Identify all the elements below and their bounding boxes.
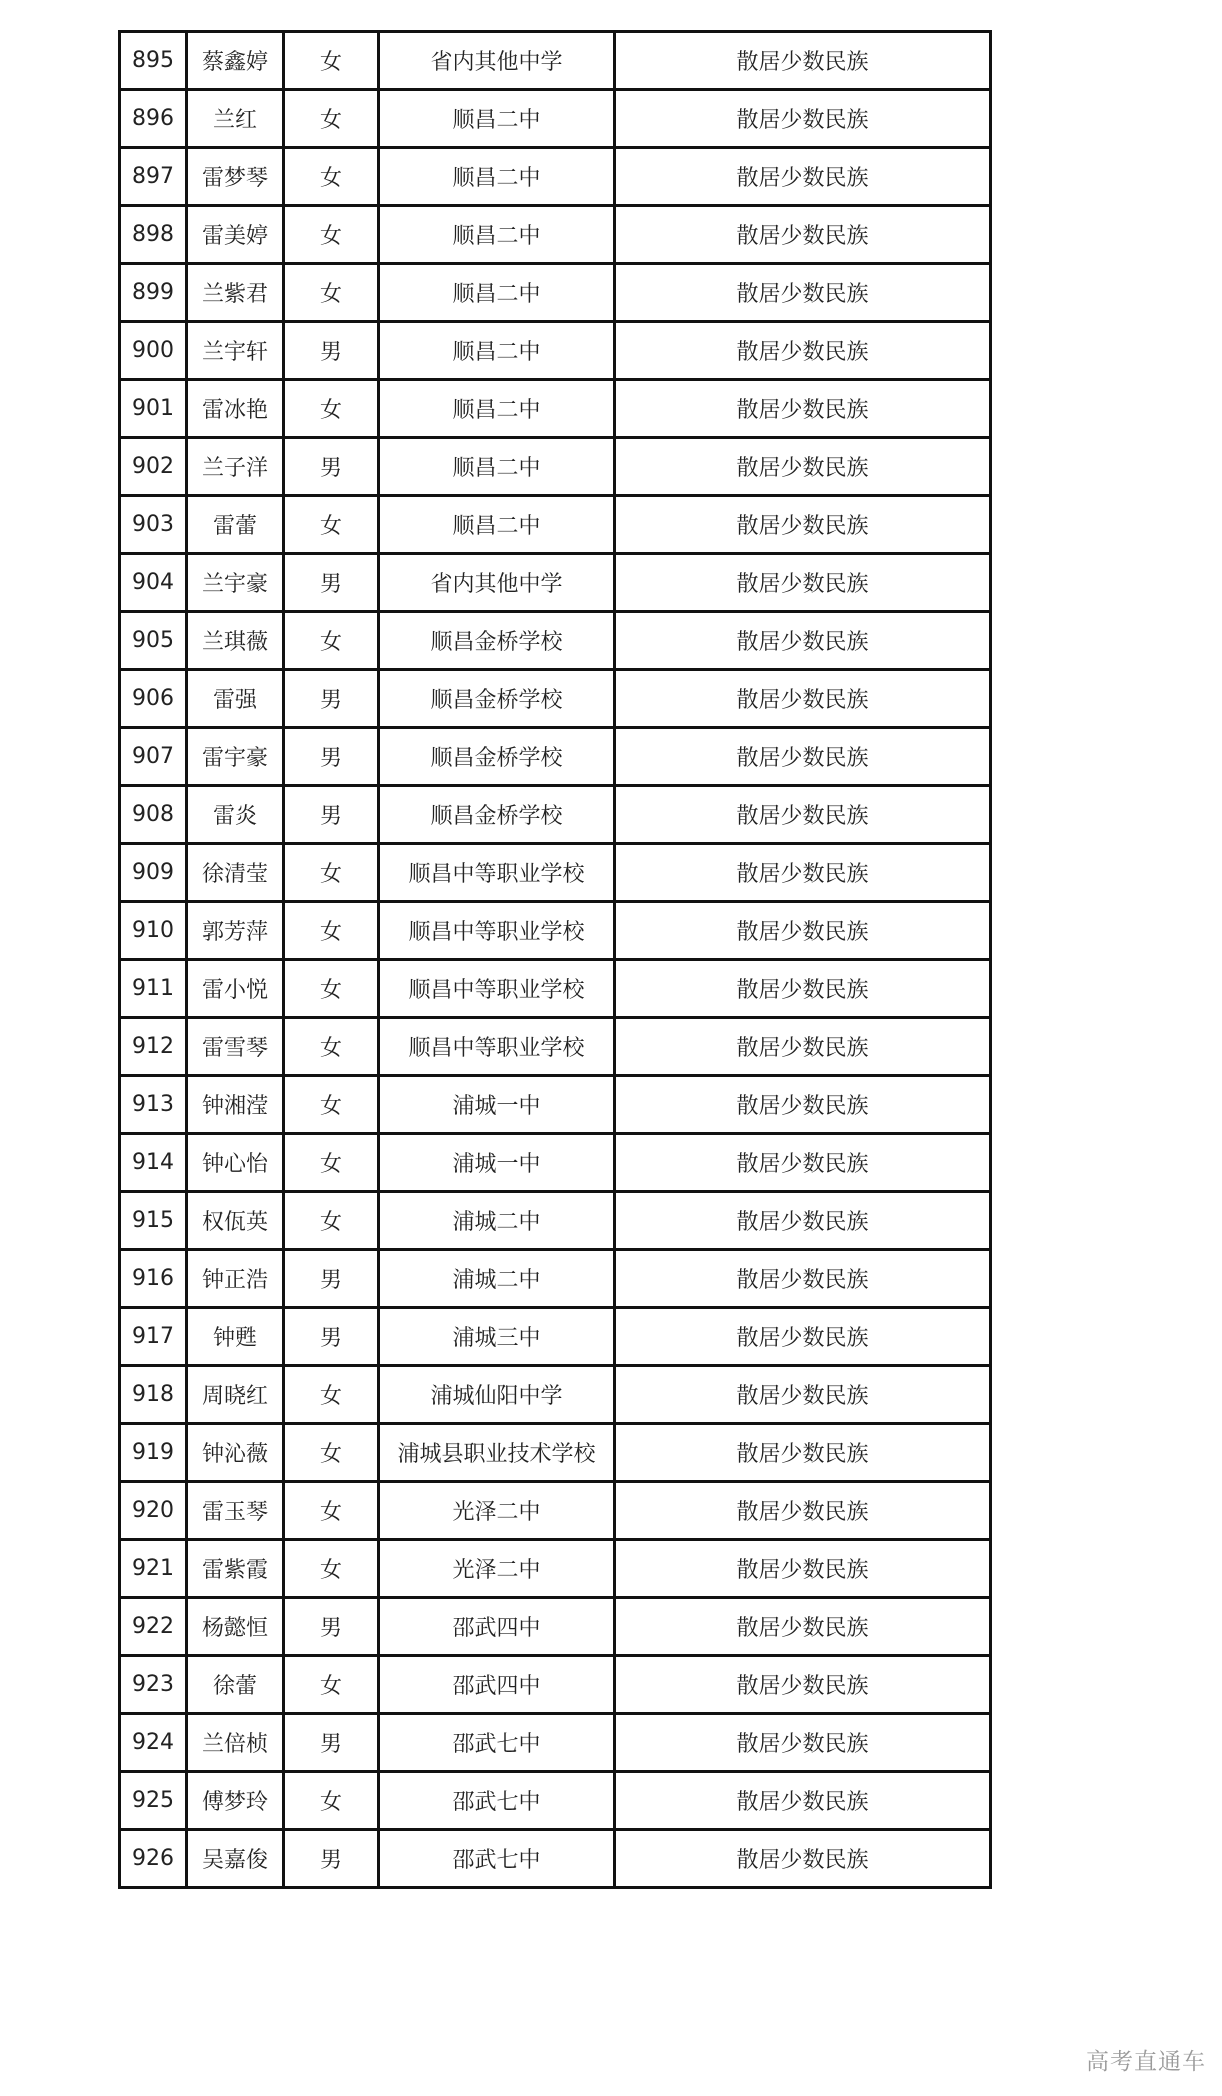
category-cell: 散居少数民族 <box>615 670 991 728</box>
table-row <box>120 1192 991 1250</box>
school-cell: 浦城二中 <box>379 1250 615 1308</box>
row-number-cell: 926 <box>120 1830 187 1888</box>
gender-cell: 女 <box>284 1192 379 1250</box>
student-name-cell: 雷梦琴 <box>187 148 284 206</box>
table-row <box>120 902 991 960</box>
table-row <box>120 844 991 902</box>
gender-cell: 女 <box>284 496 379 554</box>
table-row <box>120 1308 991 1366</box>
row-number-cell: 908 <box>120 786 187 844</box>
table-row <box>120 1830 991 1888</box>
student-name-cell: 郭芳萍 <box>187 902 284 960</box>
student-name-cell: 周晓红 <box>187 1366 284 1424</box>
student-name-cell: 傅梦玲 <box>187 1772 284 1830</box>
school-cell: 邵武七中 <box>379 1830 615 1888</box>
gender-cell: 女 <box>284 612 379 670</box>
table-row <box>120 380 991 438</box>
student-name-cell: 雷美婷 <box>187 206 284 264</box>
gender-cell: 男 <box>284 728 379 786</box>
category-cell: 散居少数民族 <box>615 612 991 670</box>
school-cell: 顺昌二中 <box>379 496 615 554</box>
table-row <box>120 1772 991 1830</box>
gender-cell: 男 <box>284 1598 379 1656</box>
row-number-cell: 925 <box>120 1772 187 1830</box>
category-cell: 散居少数民族 <box>615 1076 991 1134</box>
category-cell: 散居少数民族 <box>615 32 991 90</box>
student-list-table <box>118 30 992 1889</box>
gender-cell: 女 <box>284 1482 379 1540</box>
table-body <box>120 32 991 1888</box>
school-cell: 顺昌金桥学校 <box>379 612 615 670</box>
table-row <box>120 1366 991 1424</box>
school-cell: 顺昌金桥学校 <box>379 786 615 844</box>
school-cell: 邵武七中 <box>379 1714 615 1772</box>
student-name-cell: 徐清莹 <box>187 844 284 902</box>
student-name-cell: 兰宇豪 <box>187 554 284 612</box>
table-row <box>120 612 991 670</box>
school-cell: 浦城县职业技术学校 <box>379 1424 615 1482</box>
table-row <box>120 1424 991 1482</box>
school-cell: 顺昌二中 <box>379 90 615 148</box>
student-name-cell: 雷小悦 <box>187 960 284 1018</box>
row-number-cell: 922 <box>120 1598 187 1656</box>
category-cell: 散居少数民族 <box>615 1366 991 1424</box>
row-number-cell: 909 <box>120 844 187 902</box>
category-cell: 散居少数民族 <box>615 786 991 844</box>
student-name-cell: 钟沁薇 <box>187 1424 284 1482</box>
student-name-cell: 钟湘滢 <box>187 1076 284 1134</box>
row-number-cell: 917 <box>120 1308 187 1366</box>
category-cell: 散居少数民族 <box>615 496 991 554</box>
student-name-cell: 兰紫君 <box>187 264 284 322</box>
gender-cell: 女 <box>284 1076 379 1134</box>
category-cell: 散居少数民族 <box>615 1134 991 1192</box>
category-cell: 散居少数民族 <box>615 1192 991 1250</box>
row-number-cell: 906 <box>120 670 187 728</box>
gender-cell: 女 <box>284 206 379 264</box>
row-number-cell: 921 <box>120 1540 187 1598</box>
student-name-cell: 兰子洋 <box>187 438 284 496</box>
table-row <box>120 728 991 786</box>
student-name-cell: 兰琪薇 <box>187 612 284 670</box>
table-row <box>120 1076 991 1134</box>
watermark-text: 高考直通车 <box>1086 2049 1206 2075</box>
category-cell: 散居少数民族 <box>615 902 991 960</box>
school-cell: 省内其他中学 <box>379 554 615 612</box>
school-cell: 顺昌中等职业学校 <box>379 1018 615 1076</box>
table-row <box>120 438 991 496</box>
school-cell: 浦城二中 <box>379 1192 615 1250</box>
school-cell: 顺昌二中 <box>379 438 615 496</box>
row-number-cell: 912 <box>120 1018 187 1076</box>
row-number-cell: 924 <box>120 1714 187 1772</box>
school-cell: 顺昌中等职业学校 <box>379 960 615 1018</box>
student-name-cell: 雷紫霞 <box>187 1540 284 1598</box>
gender-cell: 女 <box>284 844 379 902</box>
category-cell: 散居少数民族 <box>615 90 991 148</box>
table-row <box>120 670 991 728</box>
gender-cell: 男 <box>284 1308 379 1366</box>
table-row <box>120 148 991 206</box>
category-cell: 散居少数民族 <box>615 1250 991 1308</box>
school-cell: 顺昌中等职业学校 <box>379 902 615 960</box>
table-row <box>120 1250 991 1308</box>
school-cell: 顺昌中等职业学校 <box>379 844 615 902</box>
category-cell: 散居少数民族 <box>615 1424 991 1482</box>
school-cell: 浦城一中 <box>379 1076 615 1134</box>
gender-cell: 女 <box>284 1772 379 1830</box>
gender-cell: 男 <box>284 786 379 844</box>
category-cell: 散居少数民族 <box>615 438 991 496</box>
row-number-cell: 900 <box>120 322 187 380</box>
row-number-cell: 897 <box>120 148 187 206</box>
table-row <box>120 1482 991 1540</box>
school-cell: 浦城一中 <box>379 1134 615 1192</box>
row-number-cell: 907 <box>120 728 187 786</box>
gender-cell: 女 <box>284 1366 379 1424</box>
table-row <box>120 1656 991 1714</box>
row-number-cell: 898 <box>120 206 187 264</box>
category-cell: 散居少数民族 <box>615 1540 991 1598</box>
table-row <box>120 206 991 264</box>
gender-cell: 女 <box>284 32 379 90</box>
student-name-cell: 徐蕾 <box>187 1656 284 1714</box>
row-number-cell: 923 <box>120 1656 187 1714</box>
student-name-cell: 钟甦 <box>187 1308 284 1366</box>
row-number-cell: 910 <box>120 902 187 960</box>
student-name-cell: 蔡鑫婷 <box>187 32 284 90</box>
row-number-cell: 916 <box>120 1250 187 1308</box>
row-number-cell: 896 <box>120 90 187 148</box>
table-row <box>120 90 991 148</box>
table-row <box>120 960 991 1018</box>
gender-cell: 女 <box>284 1656 379 1714</box>
gender-cell: 女 <box>284 902 379 960</box>
school-cell: 顺昌二中 <box>379 206 615 264</box>
school-cell: 省内其他中学 <box>379 32 615 90</box>
school-cell: 顺昌金桥学校 <box>379 728 615 786</box>
student-name-cell: 钟心怡 <box>187 1134 284 1192</box>
gender-cell: 男 <box>284 1830 379 1888</box>
category-cell: 散居少数民族 <box>615 1830 991 1888</box>
row-number-cell: 902 <box>120 438 187 496</box>
school-cell: 光泽二中 <box>379 1540 615 1598</box>
row-number-cell: 915 <box>120 1192 187 1250</box>
table-row <box>120 786 991 844</box>
category-cell: 散居少数民族 <box>615 1482 991 1540</box>
category-cell: 散居少数民族 <box>615 960 991 1018</box>
student-name-cell: 兰宇轩 <box>187 322 284 380</box>
category-cell: 散居少数民族 <box>615 554 991 612</box>
student-name-cell: 雷炎 <box>187 786 284 844</box>
school-cell: 邵武四中 <box>379 1656 615 1714</box>
student-name-cell: 吴嘉俊 <box>187 1830 284 1888</box>
school-cell: 邵武七中 <box>379 1772 615 1830</box>
category-cell: 散居少数民族 <box>615 728 991 786</box>
gender-cell: 男 <box>284 438 379 496</box>
school-cell: 顺昌二中 <box>379 380 615 438</box>
gender-cell: 男 <box>284 322 379 380</box>
row-number-cell: 895 <box>120 32 187 90</box>
gender-cell: 女 <box>284 1540 379 1598</box>
row-number-cell: 913 <box>120 1076 187 1134</box>
row-number-cell: 918 <box>120 1366 187 1424</box>
gender-cell: 女 <box>284 148 379 206</box>
school-cell: 光泽二中 <box>379 1482 615 1540</box>
gender-cell: 女 <box>284 1018 379 1076</box>
row-number-cell: 919 <box>120 1424 187 1482</box>
student-name-cell: 杨懿恒 <box>187 1598 284 1656</box>
category-cell: 散居少数民族 <box>615 1714 991 1772</box>
student-name-cell: 雷强 <box>187 670 284 728</box>
student-name-cell: 钟正浩 <box>187 1250 284 1308</box>
category-cell: 散居少数民族 <box>615 380 991 438</box>
gender-cell: 女 <box>284 90 379 148</box>
category-cell: 散居少数民族 <box>615 1656 991 1714</box>
student-name-cell: 权佤英 <box>187 1192 284 1250</box>
category-cell: 散居少数民族 <box>615 206 991 264</box>
table-row <box>120 1714 991 1772</box>
student-name-cell: 兰倍桢 <box>187 1714 284 1772</box>
table-row <box>120 1598 991 1656</box>
student-name-cell: 雷蕾 <box>187 496 284 554</box>
gender-cell: 女 <box>284 264 379 322</box>
gender-cell: 女 <box>284 380 379 438</box>
row-number-cell: 914 <box>120 1134 187 1192</box>
student-name-cell: 雷雪琴 <box>187 1018 284 1076</box>
row-number-cell: 899 <box>120 264 187 322</box>
school-cell: 浦城三中 <box>379 1308 615 1366</box>
school-cell: 邵武四中 <box>379 1598 615 1656</box>
student-name-cell: 雷玉琴 <box>187 1482 284 1540</box>
school-cell: 顺昌金桥学校 <box>379 670 615 728</box>
row-number-cell: 901 <box>120 380 187 438</box>
table-row <box>120 554 991 612</box>
category-cell: 散居少数民族 <box>615 1598 991 1656</box>
category-cell: 散居少数民族 <box>615 1308 991 1366</box>
row-number-cell: 920 <box>120 1482 187 1540</box>
gender-cell: 男 <box>284 670 379 728</box>
category-cell: 散居少数民族 <box>615 322 991 380</box>
school-cell: 顺昌二中 <box>379 322 615 380</box>
student-name-cell: 兰红 <box>187 90 284 148</box>
school-cell: 顺昌二中 <box>379 148 615 206</box>
school-cell: 顺昌二中 <box>379 264 615 322</box>
gender-cell: 男 <box>284 1250 379 1308</box>
category-cell: 散居少数民族 <box>615 1772 991 1830</box>
gender-cell: 女 <box>284 1134 379 1192</box>
gender-cell: 男 <box>284 1714 379 1772</box>
category-cell: 散居少数民族 <box>615 844 991 902</box>
row-number-cell: 911 <box>120 960 187 1018</box>
table-row <box>120 32 991 90</box>
table-row <box>120 496 991 554</box>
gender-cell: 女 <box>284 1424 379 1482</box>
student-name-cell: 雷宇豪 <box>187 728 284 786</box>
row-number-cell: 903 <box>120 496 187 554</box>
table-row <box>120 1540 991 1598</box>
table-row <box>120 264 991 322</box>
category-cell: 散居少数民族 <box>615 264 991 322</box>
school-cell: 浦城仙阳中学 <box>379 1366 615 1424</box>
gender-cell: 男 <box>284 554 379 612</box>
row-number-cell: 905 <box>120 612 187 670</box>
table-row <box>120 322 991 380</box>
row-number-cell: 904 <box>120 554 187 612</box>
table-row <box>120 1018 991 1076</box>
table-row <box>120 1134 991 1192</box>
category-cell: 散居少数民族 <box>615 1018 991 1076</box>
gender-cell: 女 <box>284 960 379 1018</box>
category-cell: 散居少数民族 <box>615 148 991 206</box>
student-name-cell: 雷冰艳 <box>187 380 284 438</box>
